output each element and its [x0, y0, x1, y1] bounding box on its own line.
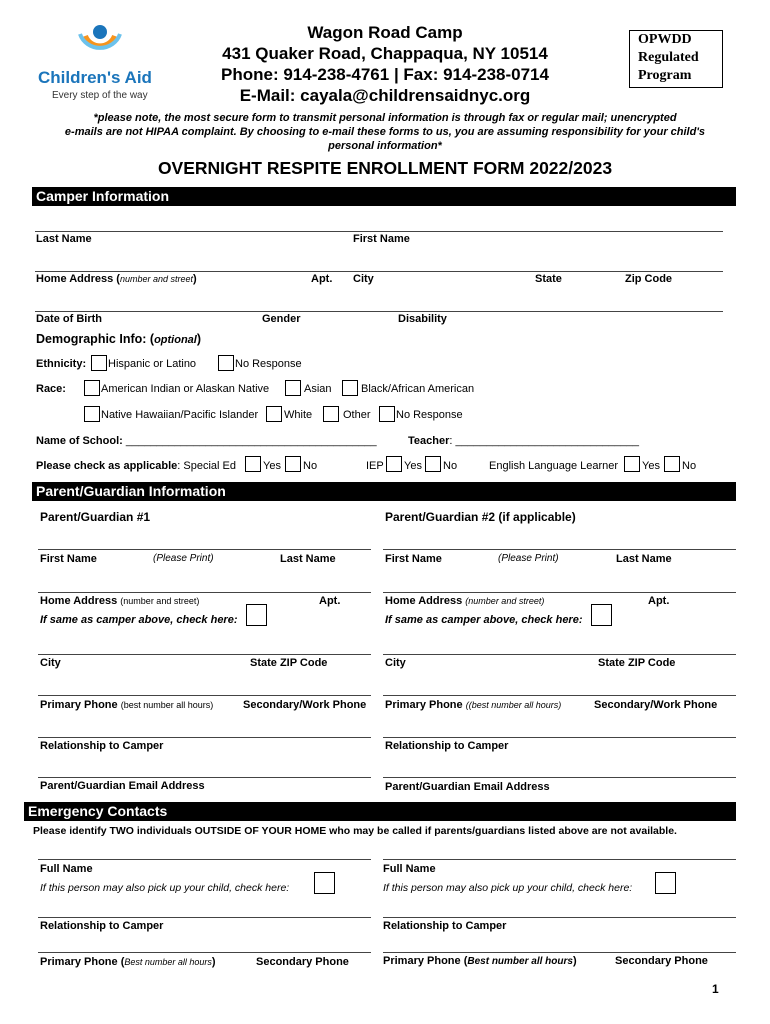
g1-city: City	[40, 657, 61, 669]
label-first-name: First Name	[353, 233, 410, 245]
section-camper-information: Camper Information	[32, 187, 736, 206]
label-city: City	[353, 273, 374, 285]
label-guardian-1: Parent/Guardian #1	[40, 510, 151, 524]
g1-city-line[interactable]	[38, 654, 371, 655]
ell-label: English Language Learner	[489, 460, 619, 472]
checkbox-ell-yes[interactable]	[624, 456, 640, 472]
iep-no-label: No	[443, 460, 458, 472]
ec1-phone-line[interactable]	[38, 952, 371, 953]
option-white: White	[284, 409, 313, 421]
ec1-relationship: Relationship to Camper	[40, 920, 164, 932]
g2-primary-phone: Primary Phone ((best number all hours)	[385, 699, 562, 711]
g2-secondary-phone: Secondary/Work Phone	[594, 699, 718, 711]
label-state: State	[535, 273, 562, 285]
label-home-address: Home Address (number and street)	[36, 273, 197, 285]
label-disability: Disability	[398, 313, 447, 325]
ell-yes-label: Yes	[642, 460, 660, 472]
logo-tagline: Every step of the way	[52, 90, 148, 101]
emergency-instructions: Please identify TWO individuals OUTSIDE OF YOUR HOME who may be called if parents/guardians listed above are not available.	[33, 825, 677, 837]
g1-first-name: First Name	[40, 553, 97, 565]
special-ed-no-label: No	[303, 460, 318, 472]
g2-apt: Apt.	[648, 595, 670, 607]
opwdd-badge: OPWDD Regulated Program	[629, 30, 723, 88]
checkbox-other[interactable]	[323, 406, 339, 422]
section-emergency-contacts: Emergency Contacts	[24, 802, 736, 821]
g2-state-zip: State ZIP Code	[598, 657, 676, 669]
label-gender: Gender	[262, 313, 301, 325]
label-zip: Zip Code	[625, 273, 673, 285]
ell-no-label: No	[682, 460, 697, 472]
school-field[interactable]: Name of School: _________________________________________	[36, 435, 377, 447]
option-other: Other	[343, 409, 371, 421]
checkbox-race-no-response[interactable]	[379, 406, 395, 422]
label-race: Race:	[36, 383, 66, 395]
checkbox-special-ed-yes[interactable]	[245, 456, 261, 472]
checkbox-g1-same-address[interactable]	[246, 604, 267, 626]
g2-first-name: First Name	[385, 553, 442, 565]
checkbox-special-ed-no[interactable]	[285, 456, 301, 472]
label-apt: Apt.	[311, 273, 333, 285]
teacher-field[interactable]: Teacher: ______________________________	[408, 435, 640, 447]
special-ed-yes-label: Yes	[263, 460, 281, 472]
camp-address: 431 Quaker Road, Chappaqua, NY 10514	[222, 44, 548, 63]
camp-phone-fax: Phone: 914-238-4761 | Fax: 914-238-0714	[221, 65, 549, 84]
option-race-no-response: No Response	[396, 409, 463, 421]
checkbox-ec2-pickup[interactable]	[655, 872, 676, 894]
logo	[36, 22, 166, 104]
label-last-name: Last Name	[36, 233, 92, 245]
checkbox-eth-no-response[interactable]	[218, 355, 234, 371]
checkbox-ec1-pickup[interactable]	[314, 872, 335, 894]
ec1-primary-phone: Primary Phone (Best number all hours)	[40, 956, 216, 968]
ec2-full-name: Full Name	[383, 863, 436, 875]
g2-email: Parent/Guardian Email Address	[385, 781, 550, 793]
checkbox-black[interactable]	[342, 380, 358, 396]
ec2-relationship: Relationship to Camper	[383, 920, 507, 932]
g2-name-line[interactable]	[383, 549, 736, 550]
g2-relationship-line[interactable]	[383, 737, 736, 738]
g1-email: Parent/Guardian Email Address	[40, 780, 205, 792]
g1-last-name: Last Name	[280, 553, 336, 565]
ec1-pickup-label: If this person may also pick up your child, check here:	[40, 882, 290, 894]
ec1-full-name: Full Name	[40, 863, 93, 875]
g1-relationship-line[interactable]	[38, 737, 371, 738]
camp-name: Wagon Road Camp	[307, 23, 463, 42]
checkbox-native-hawaiian[interactable]	[84, 406, 100, 422]
g2-relationship: Relationship to Camper	[385, 740, 509, 752]
ec1-relationship-line[interactable]	[38, 917, 371, 918]
camp-email: E-Mail: cayala@childrensaidnyc.org	[239, 86, 531, 105]
ec2-phone-line[interactable]	[383, 952, 736, 953]
ec2-pickup-label: If this person may also pick up your child, check here:	[383, 882, 633, 894]
option-asian: Asian	[304, 383, 332, 395]
checkbox-white[interactable]	[266, 406, 282, 422]
ec2-name-line[interactable]	[383, 859, 736, 860]
g1-email-line[interactable]	[38, 777, 371, 778]
checkbox-g2-same-address[interactable]	[591, 604, 612, 626]
option-hispanic: Hispanic or Latino	[108, 358, 197, 370]
logo-name: Children's Aid	[38, 68, 152, 87]
g1-home-address: Home Address (number and street)	[40, 595, 200, 607]
g2-address-line[interactable]	[383, 592, 736, 593]
g2-phone-line[interactable]	[383, 695, 736, 696]
g1-phone-line[interactable]	[38, 695, 371, 696]
section-parent-guardian: Parent/Guardian Information	[32, 482, 736, 501]
checkbox-asian[interactable]	[285, 380, 301, 396]
name-line[interactable]	[35, 231, 723, 232]
g2-please-print: (Please Print)	[498, 553, 559, 564]
g2-city: City	[385, 657, 406, 669]
checkbox-american-indian[interactable]	[84, 380, 100, 396]
g1-name-line[interactable]	[38, 549, 371, 550]
label-demographic: Demographic Info: (optional)	[36, 332, 202, 346]
ec2-primary-phone: Primary Phone (Best number all hours)	[383, 955, 577, 967]
iep-yes-label: Yes	[404, 460, 422, 472]
option-black: Black/African American	[361, 383, 475, 395]
checkbox-iep-no[interactable]	[425, 456, 441, 472]
option-eth-no-response: No Response	[235, 358, 302, 370]
g1-primary-phone: Primary Phone (best number all hours)	[40, 699, 214, 711]
label-check-applicable: Please check as applicable: Special Ed	[36, 460, 236, 472]
ec2-relationship-line[interactable]	[383, 917, 736, 918]
g1-please-print: (Please Print)	[153, 553, 214, 564]
option-native-hawaiian: Native Hawaiian/Pacific Islander	[101, 409, 259, 421]
g2-last-name: Last Name	[616, 553, 672, 565]
camp-header	[195, 22, 575, 106]
ec1-secondary-phone: Secondary Phone	[256, 956, 349, 968]
g1-same-address: If same as camper above, check here:	[40, 614, 238, 626]
checkbox-hispanic[interactable]	[91, 355, 107, 371]
childrens-aid-logo-icon	[36, 22, 166, 72]
g1-secondary-phone: Secondary/Work Phone	[243, 699, 367, 711]
label-ethnicity: Ethnicity:	[36, 358, 87, 370]
privacy-notice: *please note, the most secure form to transmit personal information is through fax or regular mail; unencrypted e-mails are not HIPAA complaint. By choosing to e-mail these forms to us, you are assuming responsibility for your child's personal information*	[64, 112, 706, 152]
g1-address-line[interactable]	[38, 592, 371, 593]
checkbox-ell-no[interactable]	[664, 456, 680, 472]
label-dob: Date of Birth	[36, 313, 102, 325]
dob-line[interactable]	[35, 311, 723, 312]
g2-home-address: Home Address (number and street)	[385, 595, 545, 607]
page-number: 1	[712, 982, 719, 996]
g2-city-line[interactable]	[383, 654, 736, 655]
label-guardian-2: Parent/Guardian #2 (if applicable)	[385, 510, 576, 524]
g1-state-zip: State ZIP Code	[250, 657, 328, 669]
option-american-indian: American Indian or Alaskan Native	[101, 383, 270, 395]
g2-same-address: If same as camper above, check here:	[385, 614, 583, 626]
ec2-secondary-phone: Secondary Phone	[615, 955, 708, 967]
checkbox-iep-yes[interactable]	[386, 456, 402, 472]
ec1-name-line[interactable]	[38, 859, 371, 860]
g2-email-line[interactable]	[383, 777, 736, 778]
g1-relationship: Relationship to Camper	[40, 740, 164, 752]
form-title: OVERNIGHT RESPITE ENROLLMENT FORM 2022/2023	[157, 158, 613, 178]
g1-apt: Apt.	[319, 595, 341, 607]
address-line[interactable]	[35, 271, 723, 272]
iep-label: IEP	[366, 460, 384, 472]
